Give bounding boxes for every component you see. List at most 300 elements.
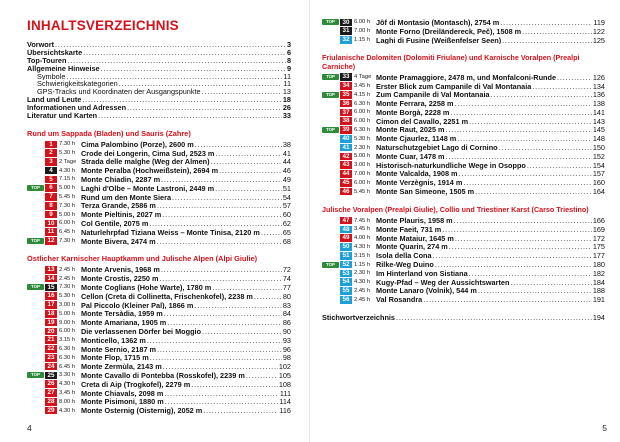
tour-number: 38 <box>340 117 352 125</box>
leader-dots <box>165 397 279 406</box>
leader-dots <box>510 278 591 287</box>
tour-entry[interactable] <box>27 327 291 336</box>
toc-page: 9 <box>286 64 291 73</box>
tour-number: 51 <box>340 252 352 260</box>
tour-name: Historisch-naturkundliche Wege in Osoppo <box>376 160 526 170</box>
toc-page: 3 <box>286 41 291 49</box>
tour-duration: 4.15 h <box>354 91 371 98</box>
top-badge: TOP <box>27 372 44 378</box>
tour-entry[interactable] <box>322 108 605 117</box>
tour-entry[interactable] <box>27 175 291 184</box>
top-badge-empty <box>322 162 339 168</box>
tour-entry[interactable] <box>27 397 291 406</box>
top-badge-empty <box>322 297 339 303</box>
toc-page: 6 <box>286 48 291 57</box>
tour-duration: 6.30 h <box>59 354 76 361</box>
tour-page: 122 <box>592 26 605 36</box>
tour-entry[interactable] <box>27 336 291 345</box>
tour-duration: 1.15 h <box>354 261 371 268</box>
top-badge-empty <box>322 37 339 43</box>
tour-name: Naturlehrpfad Tiziana Weiss – Monte Tinisa, 2120 m <box>81 227 260 237</box>
page-number-left: 4 <box>27 423 32 433</box>
top-badge-empty <box>322 28 339 34</box>
tour-page: 160 <box>592 178 605 188</box>
tour-duration: 6.45 h <box>59 363 76 370</box>
top-badge-empty <box>27 399 44 405</box>
tour-page: 44 <box>282 157 291 167</box>
tour-page: 154 <box>592 160 605 170</box>
top-badge: TOP <box>322 127 339 133</box>
tour-entry[interactable] <box>322 287 605 296</box>
section-title: Friulanische Dolomiten (Dolomiti Friulane) und Karnische Voralpen (Prealpi Carniche) <box>322 54 580 71</box>
top-badge-empty <box>27 364 44 370</box>
tour-name: Monte Bivera, 2474 m <box>81 236 156 246</box>
tour-duration: 3.15 h <box>59 337 76 344</box>
top-badge-empty <box>27 267 44 273</box>
tour-page: 62 <box>282 219 291 228</box>
tour-entry[interactable] <box>322 99 605 108</box>
toc-page: 11 <box>283 80 291 89</box>
leader-dots <box>202 88 282 96</box>
top-badge: TOP <box>27 284 44 290</box>
leader-dots <box>119 80 283 88</box>
top-badge: TOP <box>322 74 339 80</box>
tour-name: Monte Cjaurlez, 1148 m <box>376 134 457 144</box>
tour-name: Laghi di Fusine (Weißenfelser Seen) <box>376 35 502 45</box>
leader-dots <box>211 158 282 167</box>
tour-number: 18 <box>45 310 57 318</box>
tour-duration: 6.00 h <box>354 109 371 116</box>
top-badge-empty <box>27 141 44 147</box>
tour-entry[interactable] <box>322 152 605 161</box>
tour-page: 108 <box>278 379 291 389</box>
tour-list <box>27 140 291 246</box>
tour-name: Monte Pramaggiore, 2478 m, und Monfalconi-Runde <box>376 72 557 82</box>
tour-duration: 7.30 h <box>59 202 76 209</box>
tour-entry[interactable] <box>27 362 291 371</box>
tour-name: Monte Verzègnis, 1914 m <box>376 178 463 188</box>
leader-dots <box>254 292 282 301</box>
top-badge-empty <box>322 235 339 241</box>
top-badge-empty <box>27 328 44 334</box>
tour-entry[interactable] <box>27 228 291 237</box>
tour-number: 27 <box>45 389 57 397</box>
leader-dots <box>203 406 278 415</box>
tour-duration: 7.30 h <box>59 284 76 291</box>
tour-entry[interactable] <box>27 149 291 158</box>
leader-dots <box>500 18 592 27</box>
tour-name: Monte Forno (Dreiländereck, Peč), 1508 m <box>376 26 522 36</box>
tour-page: 177 <box>592 251 605 261</box>
tour-duration: 6.00 h <box>59 328 76 335</box>
leader-dots <box>557 73 592 82</box>
top-badge-empty <box>27 159 44 165</box>
tour-name: Monte Flop, 1715 m <box>81 353 149 363</box>
tour-entry[interactable] <box>27 184 291 193</box>
tour-entry[interactable] <box>27 353 291 362</box>
tour-duration: 3.45 h <box>59 390 76 397</box>
tour-entry[interactable] <box>322 36 605 45</box>
tour-entry[interactable] <box>322 134 605 143</box>
leader-dots <box>502 36 592 45</box>
leader-dots <box>423 295 592 304</box>
tour-number: 30 <box>340 19 352 27</box>
tour-number: 9 <box>45 211 57 219</box>
tour-entry[interactable] <box>27 274 291 283</box>
tour-entry[interactable] <box>27 292 291 301</box>
tour-entry[interactable] <box>27 201 291 210</box>
right-page <box>310 0 620 442</box>
tour-name: Monte Mataiur, 1645 m <box>376 233 454 243</box>
tour-number: 22 <box>45 345 57 353</box>
leader-dots <box>147 336 282 345</box>
tour-entry[interactable] <box>322 126 605 135</box>
top-badge: TOP <box>27 238 44 244</box>
tour-entry[interactable] <box>322 295 605 304</box>
tour-duration: 5.45 h <box>354 188 371 195</box>
leader-dots <box>469 269 592 278</box>
tour-name: Monte Arvenis, 1968 m <box>81 265 160 275</box>
tour-duration: 5.45 h <box>59 194 76 201</box>
leader-dots <box>172 193 282 202</box>
tour-duration: 3.00 h <box>59 302 76 309</box>
tour-entry[interactable] <box>322 18 605 27</box>
leader-dots <box>435 260 592 269</box>
tour-name: Kugy-Pfad – Weg der Aussichtswarten <box>376 277 510 287</box>
leader-dots <box>164 389 279 398</box>
tour-number: 25 <box>45 372 57 380</box>
leader-dots <box>219 166 282 175</box>
tour-number: 24 <box>45 363 57 371</box>
toc-entry[interactable] <box>27 73 291 81</box>
tour-page: 54 <box>282 192 291 202</box>
leader-dots <box>469 117 592 126</box>
tour-number: 11 <box>45 228 57 236</box>
toc-page: 26 <box>282 104 291 113</box>
tour-number: 55 <box>340 287 352 295</box>
tour-section <box>322 54 605 196</box>
top-badge-empty <box>27 311 44 317</box>
leader-dots <box>101 65 286 73</box>
tour-number: 54 <box>340 278 352 286</box>
leader-dots <box>67 57 285 65</box>
tour-duration: 6.30 h <box>59 346 76 353</box>
top-badge-empty <box>27 212 44 218</box>
leader-dots <box>98 112 282 120</box>
tour-entry[interactable] <box>27 389 291 398</box>
tour-name: Monte San Simeone, 1505 m <box>376 187 475 196</box>
top-badge-empty <box>27 194 44 200</box>
tour-duration: 2.30 h <box>354 270 371 277</box>
leader-dots <box>195 140 282 149</box>
tour-entry[interactable] <box>322 90 605 99</box>
tour-name: Crode dei Longerin, Cima Sud, 2523 m <box>81 148 215 158</box>
toc-entry[interactable] <box>27 112 291 120</box>
section-title: Rund um Sappada (Bladen) und Sauris (Zahre) <box>27 129 191 138</box>
tour-number: 41 <box>340 144 352 152</box>
tour-entry[interactable] <box>322 216 605 225</box>
tour-name: Monte Chiadin, 2287 m <box>81 175 161 184</box>
tour-duration: 8.00 h <box>59 398 76 405</box>
leader-dots <box>157 345 282 354</box>
leader-dots <box>194 301 282 310</box>
right-column <box>322 18 605 322</box>
tour-number: 2 <box>45 149 57 157</box>
tour-name: Cellon (Creta di Collinetta, Frischenkofel), 2238 m <box>81 291 253 301</box>
tour-name: Monte Pisimoni, 1880 m <box>81 397 164 407</box>
leader-dots <box>162 210 282 219</box>
tour-page: 77 <box>282 283 291 292</box>
leader-dots <box>475 187 592 196</box>
tour-duration: 5.00 h <box>59 211 76 218</box>
tour-entry[interactable] <box>27 219 291 228</box>
tour-entry[interactable] <box>27 318 291 327</box>
tour-duration: 7.30 h <box>59 141 76 148</box>
top-badge-empty <box>322 189 339 195</box>
tour-page: 136 <box>592 90 605 100</box>
leader-dots <box>164 309 282 318</box>
tour-name: Pal Piccolo (Kleiner Pal), 1866 m <box>81 300 194 310</box>
top-badge-empty <box>322 171 339 177</box>
tour-number: 34 <box>340 82 352 90</box>
toc-entry[interactable] <box>27 96 291 104</box>
tour-duration: 6.00 h <box>354 179 371 186</box>
tour-entry[interactable] <box>27 283 291 292</box>
top-badge-empty <box>27 320 44 326</box>
leader-dots <box>167 318 282 327</box>
tour-duration: 5.30 h <box>354 135 371 142</box>
tour-entry[interactable] <box>27 301 291 310</box>
leader-dots <box>66 73 282 81</box>
tour-name: Monte Cuar, 1478 m <box>376 151 445 161</box>
tour-name: Erster Blick zum Campanile di Val Montanaia <box>376 81 532 91</box>
top-badge-empty <box>322 145 339 151</box>
tour-page: 83 <box>282 300 291 310</box>
tour-number: 12 <box>45 237 57 245</box>
tour-name: Monte Cavallo di Pontebba (Rosskofel), 2239 m <box>81 371 245 380</box>
tour-number: 36 <box>340 100 352 108</box>
tour-name: Die verlassenen Dörfer bei Moggio <box>81 327 202 336</box>
tour-duration: 3.00 h <box>354 162 371 169</box>
tour-duration: 6.00 h <box>354 19 371 26</box>
tour-name: Monte Borgà, 2228 m <box>376 107 450 117</box>
tour-name: Creta di Aip (Trogkofel), 2279 m <box>81 379 191 389</box>
tour-number: 7 <box>45 193 57 201</box>
toc-entry[interactable] <box>27 49 291 57</box>
tour-number: 15 <box>45 284 57 292</box>
tour-name: Col Gentile, 2075 m <box>81 219 149 228</box>
tour-number: 21 <box>45 336 57 344</box>
top-badge-empty <box>322 279 339 285</box>
tour-name: Cima Palombino (Porze), 2600 m <box>81 139 194 149</box>
tour-page: 138 <box>592 99 605 108</box>
tour-name: Monte Plauris, 1958 m <box>376 216 453 225</box>
index-entry[interactable] <box>322 313 605 322</box>
toc-entry[interactable] <box>27 57 291 65</box>
tour-entry[interactable] <box>27 371 291 380</box>
tour-number: 23 <box>45 354 57 362</box>
tour-entry[interactable] <box>322 187 605 196</box>
toc-entry[interactable] <box>27 88 291 96</box>
tour-entry[interactable] <box>322 143 605 152</box>
tour-name: Monte Lanaro (Volnik), 544 m <box>376 286 477 296</box>
tour-entry[interactable] <box>322 73 605 82</box>
tour-entry[interactable] <box>27 380 291 389</box>
tour-entry[interactable] <box>322 82 605 91</box>
tour-entry[interactable] <box>322 178 605 187</box>
tour-number: 35 <box>340 91 352 99</box>
top-badge: TOP <box>27 185 44 191</box>
tour-name: Val Rosandra <box>376 295 423 305</box>
index-title: Stichwortverzeichnis <box>322 313 395 322</box>
tour-entry[interactable] <box>322 27 605 36</box>
tour-number: 37 <box>340 109 352 117</box>
tour-entry[interactable] <box>322 161 605 170</box>
tour-page: 93 <box>282 335 291 345</box>
tour-entry[interactable] <box>322 269 605 278</box>
tour-entry[interactable] <box>27 345 291 354</box>
top-badge-empty <box>322 83 339 89</box>
tour-name: Monte Chiavals, 2098 m <box>81 388 164 398</box>
top-badge-empty <box>27 293 44 299</box>
tour-entry[interactable] <box>322 251 605 260</box>
tour-number: 48 <box>340 226 352 234</box>
tour-entry[interactable] <box>27 193 291 202</box>
tour-duration: 5.00 h <box>59 185 76 192</box>
top-badge-empty <box>27 337 44 343</box>
top-badge-empty <box>322 244 339 250</box>
toc-title: Literatur und Karten <box>27 112 98 120</box>
page-number-right: 5 <box>602 423 607 433</box>
tour-page: 191 <box>592 295 605 305</box>
tour-duration: 3.15 h <box>354 252 371 259</box>
tour-page: 86 <box>282 318 291 328</box>
tour-entry[interactable] <box>322 225 605 234</box>
leader-dots <box>463 178 591 187</box>
leader-dots <box>459 170 592 179</box>
leader-dots <box>527 161 592 170</box>
tour-number: 5 <box>45 176 57 184</box>
tour-number: 33 <box>340 73 352 81</box>
tour-number: 16 <box>45 292 57 300</box>
tour-entry[interactable] <box>27 237 291 246</box>
tour-number: 29 <box>45 407 57 415</box>
tour-name: Monte Raut, 2025 m <box>376 125 445 135</box>
tour-number: 45 <box>340 179 352 187</box>
tour-duration: 1.15 h <box>354 36 371 43</box>
tour-entry[interactable] <box>27 140 291 149</box>
tour-name: Isola della Cona <box>376 251 432 261</box>
toc-entry[interactable] <box>27 80 291 88</box>
toc-title: Allgemeine Hinweise <box>27 64 100 73</box>
tour-duration: 7.00 h <box>354 170 371 177</box>
tour-name: Monte Quarin, 274 m <box>376 242 448 252</box>
tour-duration: 5.00 h <box>59 310 76 317</box>
toc-entry[interactable] <box>27 41 291 49</box>
tour-duration: 5.00 h <box>354 153 371 160</box>
tour-entry[interactable] <box>27 158 291 167</box>
toc-title: Übersichtskarte <box>27 48 83 57</box>
tour-duration: 3.30 h <box>59 372 76 379</box>
tour-entry[interactable] <box>27 265 291 274</box>
tour-page: 49 <box>282 175 291 184</box>
tour-page: 51 <box>282 183 291 193</box>
tour-duration: 2 Tage <box>59 158 77 165</box>
tour-entry[interactable] <box>27 210 291 219</box>
toc-title: Schwierigkeitskategorien <box>37 80 118 89</box>
tour-entry[interactable] <box>27 406 291 415</box>
leader-dots <box>246 371 278 380</box>
leader-dots <box>396 313 592 322</box>
tour-page: 152 <box>592 151 605 161</box>
tour-duration: 7.00 h <box>354 28 371 35</box>
tour-entry[interactable] <box>322 234 605 243</box>
toc-list <box>27 41 291 120</box>
right-sections <box>322 54 605 304</box>
tour-entry[interactable] <box>322 243 605 252</box>
tour-page: 150 <box>592 143 605 152</box>
leader-dots <box>446 126 592 135</box>
tour-name: Jôf di Montasio (Montasch), 2754 m <box>376 18 500 27</box>
tour-duration: 2.45 h <box>354 287 371 294</box>
tour-page: 98 <box>282 353 291 363</box>
tour-duration: 4.00 h <box>354 235 371 242</box>
tour-page: 125 <box>592 35 605 45</box>
tour-number: 13 <box>45 266 57 274</box>
tour-number: 19 <box>45 319 57 327</box>
tour-page: 180 <box>592 260 605 269</box>
toc-entry[interactable] <box>27 65 291 73</box>
tour-duration: 2.30 h <box>354 144 371 151</box>
tour-page: 68 <box>282 236 291 246</box>
tour-entry[interactable] <box>27 309 291 318</box>
tour-page: 84 <box>282 309 291 319</box>
tour-page: 141 <box>592 107 605 117</box>
tour-entry[interactable] <box>322 117 605 126</box>
tour-duration: 7.15 h <box>59 176 76 183</box>
leader-dots <box>532 82 592 91</box>
tour-page: 182 <box>592 268 605 278</box>
top-badge: TOP <box>322 262 339 268</box>
tour-duration: 7.30 h <box>59 238 76 245</box>
tour-name: Monte Ferrara, 2258 m <box>376 99 454 108</box>
right-top-tours <box>322 18 605 44</box>
tour-entry[interactable] <box>322 260 605 269</box>
tour-number: 10 <box>45 220 57 228</box>
tour-number: 4 <box>45 167 57 175</box>
tour-name: Monte Coglians (Hohe Warte), 1780 m <box>81 283 212 292</box>
tour-duration: 5.30 h <box>59 150 76 157</box>
leader-dots <box>161 175 282 184</box>
tour-name: Monte Amariana, 1905 m <box>81 318 167 328</box>
top-badge-empty <box>27 408 44 414</box>
top-badge-empty <box>27 150 44 156</box>
tour-name: Rilke-Weg Duino <box>376 260 434 269</box>
tour-number: 3 <box>45 158 57 166</box>
tour-entry[interactable] <box>322 170 605 179</box>
tour-entry[interactable] <box>27 166 291 175</box>
tour-duration: 4.30 h <box>59 381 76 388</box>
tour-entry[interactable] <box>322 278 605 287</box>
tour-duration: 4 Tage <box>354 74 372 81</box>
tour-number: 1 <box>45 141 57 149</box>
toc-entry[interactable] <box>27 104 291 112</box>
tour-number: 26 <box>45 380 57 388</box>
top-badge-empty <box>27 346 44 352</box>
top-badge-empty <box>27 203 44 209</box>
top-badge-empty <box>27 381 44 387</box>
tour-number: 39 <box>340 126 352 134</box>
